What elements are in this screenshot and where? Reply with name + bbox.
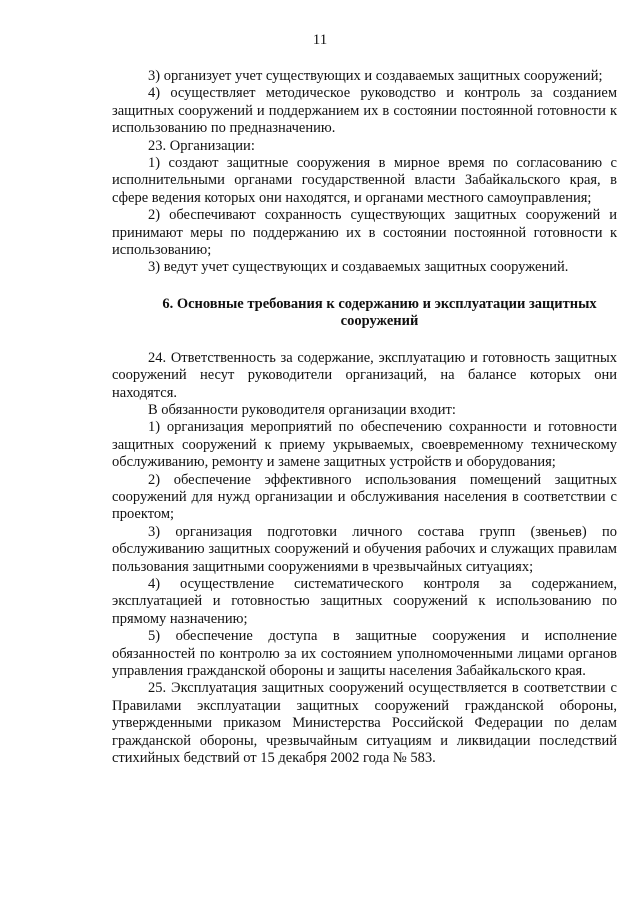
clause-23-item-2: 2) обеспечивают сохранность существующих защитных сооружений и принимают меры по поддержанию их в состоянии постоянной готовности к использованию; xyxy=(112,207,617,259)
section-heading: 6. Основные требования к содержанию и эксплуатации защитных сооружений xyxy=(162,295,597,330)
clause-25: 25. Эксплуатация защитных сооружений осуществляется в соответствии с Правилами эксплуатации защитных сооружений гражданской обороны, утвержденными приказом Министерства Российской Федерации по делам гражданской обороны, чрезвычайным ситуациям и ликвидации последствий стихийных бедствий от 15 декабря 2002 года № 583. xyxy=(112,680,617,767)
duty-item-1: 1) организация мероприятий по обеспечению сохранности и готовности защитных сооружений к приему укрываемых, своевременному техническому обслуживанию, ремонту и замене защитных устройств и оборудования; xyxy=(112,419,617,471)
duty-item-4: 4) осуществление систематического контроля за содержанием, эксплуатацией и готовностью защитных сооружений к использованию по прямому назначению; xyxy=(112,575,617,627)
clause-23-item-1: 1) создают защитные сооружения в мирное время по согласованию с исполнительными органами государственной власти Забайкальского края, в сфере ведения которых они находятся, и органами местного самоуправления; xyxy=(112,155,617,206)
clause-23-item-3: 3) ведут учет существующих и создаваемых защитных сооружений. xyxy=(148,259,569,276)
paragraph-item-3: 3) организует учет существующих и создаваемых защитных сооружений; xyxy=(148,68,603,84)
page-number: 11 xyxy=(312,32,328,48)
paragraph-item-4: 4) осуществляет методическое руководство и контроль за созданием защитных сооружений и поддержанием их в состоянии постоянной готовности к использованию по предназначению. xyxy=(112,85,617,137)
duty-item-2: 2) обеспечение эффективного использования помещений защитных сооружений для нужд организации и обслуживания населения в соответствии с проектом; xyxy=(112,471,617,523)
document-body xyxy=(112,68,617,767)
duties-intro: В обязанности руководителя организации входит: xyxy=(148,401,456,418)
duty-item-3: 3) организация подготовки личного состава групп (звеньев) по обслуживанию защитных сооружений и обучения рабочих и служащих правилам пользования защитными сооружениями в чрезвычайных ситуациях; xyxy=(112,523,617,575)
clause-24: 24. Ответственность за содержание, эксплуатацию и готовность защитных сооружений несут руководители организаций, на балансе которых они находятся. xyxy=(112,349,617,401)
clause-23: 23. Организации: xyxy=(148,137,255,154)
duty-item-5: 5) обеспечение доступа в защитные сооружения и исполнение обязанностей по контролю за их состоянием уполномоченными лицами органов управления гражданской обороны и защиты населения Забайкальского края. xyxy=(112,628,617,679)
